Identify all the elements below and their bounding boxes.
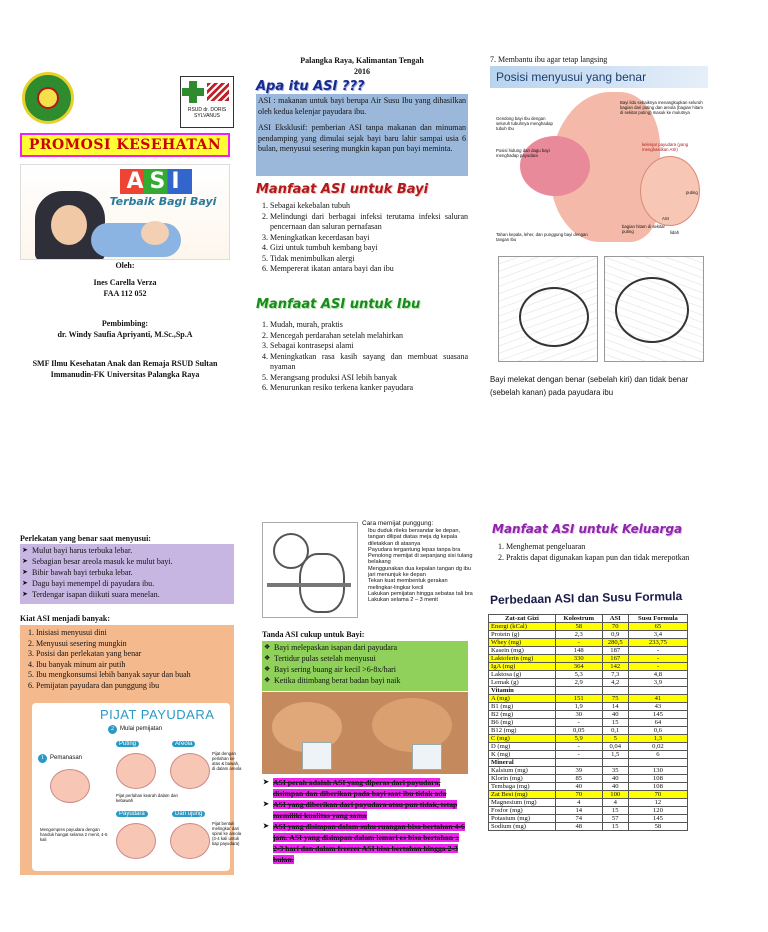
nutrient-value-cell: 6 (628, 751, 687, 759)
list-item: Menggunakan dua kepalan tangan dg ibu jari menunjuk ke depan (368, 565, 471, 579)
nutrient-value-cell: 280,5 (602, 639, 628, 647)
nutrient-name-cell: B2 (mg) (489, 711, 556, 719)
nutrient-name-cell: B1 (mg) (489, 703, 556, 711)
list-item: ❖ Bayi sering buang air kecil >6-8x/hari (264, 664, 466, 675)
nutrient-value-cell: 58 (555, 623, 602, 631)
nutrient-value-cell: 0,04 (602, 743, 628, 751)
nutrient-value-cell: 70 (555, 791, 602, 799)
table-row (489, 647, 688, 655)
nutrient-value-cell: 233,75 (628, 639, 687, 647)
latch-caption: Bayi melekat dengan benar (sebelah kiri) dan tidak benar (sebelah kanan) pada payudara ibu (490, 374, 689, 397)
table-row (489, 791, 688, 799)
nutrient-value-cell: 4 (555, 799, 602, 807)
list-item: 1. Menghemat pengeluaran (506, 542, 708, 553)
year-text: 2016 (354, 67, 370, 76)
position-label: Gendong bayi Ibu dengan seluruh tubuhnya menghadap tubuh Ibu (496, 116, 553, 131)
nutrient-value-cell: 167 (602, 655, 628, 663)
list-item: ❖ Bayi melepaskan isapan dari payudara (264, 642, 466, 653)
expressing-milk-photos (262, 692, 468, 774)
list-item: 4. Gizi untuk tumbuh kembang bayi (270, 243, 468, 254)
table-row (489, 751, 688, 759)
list-item: 5. Merangsang produksi ASI lebih banyak (270, 373, 468, 384)
position-label: puting (686, 190, 698, 195)
location-text: Palangka Raya, Kalimantan Tengah (300, 56, 424, 65)
list-item (263, 799, 467, 821)
nutrient-value-cell: 30 (555, 711, 602, 719)
benefit-item-7: 7. Membantu ibu agar tetap langsing (490, 55, 608, 64)
table-row (489, 783, 688, 791)
nutrient-value-cell (602, 759, 628, 767)
nutrient-value-cell: 70 (602, 623, 628, 631)
asi-definition: ASI : makanan untuk bayi berupa Air Susu Ibu yang dihasilkan oleh kedua kelenjar payudara ibu. (258, 96, 466, 116)
nutrient-name-cell: Whey (mg) (489, 639, 556, 647)
list-item: 3. Posisi dan perlekatan yang benar (36, 649, 232, 660)
position-label: lidah (670, 230, 680, 235)
position-title: Posisi menyusui yang benar (496, 70, 647, 84)
nutrient-value-cell: 1,5 (602, 751, 628, 759)
nutrient-name-cell: Zat Besi (mg) (489, 791, 556, 799)
nutrient-value-cell: 58 (628, 823, 687, 831)
table-row (489, 687, 688, 695)
nutrient-value-cell: 1,9 (555, 703, 602, 711)
list-item: ➤ Bibir bawah bayi terbuka lebar. (22, 567, 232, 578)
nutrient-name-cell: Fosfor (mg) (489, 807, 556, 815)
nutrient-value-cell: 14 (602, 703, 628, 711)
massage-title: PIJAT PAYUDARA (100, 707, 215, 722)
nipple-step-label: Puting (116, 741, 139, 747)
table-row (489, 719, 688, 727)
nutrient-name-cell: Tembaga (mg) (489, 783, 556, 791)
table-row (489, 735, 688, 743)
list-item: ➤ Sebagian besar areola masuk ke mulut bayi. (22, 556, 232, 567)
step-1-circle: 1 (38, 754, 47, 763)
cover-title: ASI (120, 169, 191, 194)
table-row (489, 703, 688, 711)
nutrient-name-cell: Laktoferin (mg) (489, 655, 556, 663)
list-item: Ibu duduk rileks bersandar ke depan, tangan dilipat diatas meja dg kepala diletakkan di atasnya (368, 528, 461, 547)
breast-step-label: Payudara (116, 811, 148, 817)
nutrient-value-cell: 0,9 (602, 631, 628, 639)
banner-text: PROMOSI KESEHATAN (28, 137, 222, 153)
position-label: ASI (662, 216, 669, 221)
nutrient-name-cell: IgA (mg) (489, 663, 556, 671)
supervisor-label: Pembimbing: (101, 319, 149, 328)
section-title-manfaat-ibu: Manfaat ASI untuk Ibu (256, 297, 421, 312)
table-row (489, 727, 688, 735)
nutrient-value-cell: 130 (628, 767, 687, 775)
cover-image (20, 164, 230, 260)
warmup-label: Pemanasan (50, 755, 83, 761)
nutrient-value-cell: 3,4 (628, 631, 687, 639)
nutrient-value-cell: 64 (628, 719, 687, 727)
list-item: 1. Inisiasi menyusui dini (36, 628, 232, 639)
nutrient-name-cell: Mineral (489, 759, 556, 767)
logo-hospital (180, 76, 234, 128)
supervisor-name: dr. Windy Saufia Apriyanti, M.Sc.,Sp.A (57, 330, 193, 339)
list-item: ❖ Ketika ditimbang berat badan bayi naik (264, 675, 466, 686)
nutrient-name-cell: Protein (g) (489, 631, 556, 639)
table-row (489, 815, 688, 823)
list-item: 3. Meningkatkan kecerdasan bayi (270, 233, 468, 244)
nutrient-name-cell: D (mg) (489, 743, 556, 751)
nutrient-value-cell: 15 (602, 719, 628, 727)
nutrient-value-cell: 65 (628, 623, 687, 631)
table-row (489, 623, 688, 631)
nutrient-name-cell: Klorin (mg) (489, 775, 556, 783)
nutrient-value-cell: - (628, 655, 687, 663)
banner-promosi (20, 133, 230, 157)
position-label: Tahan kepala, leher, dan punggung bayi dengan tangan Ibu (496, 232, 588, 242)
logo-university (22, 72, 74, 124)
nutrient-value-cell: - (555, 639, 602, 647)
section-title-manfaat-keluarga: Manfaat ASI untuk Keluarga (492, 522, 683, 536)
massage-note: Pijat dengan perlahan ke atas & bawah, di dalam areola (212, 751, 242, 771)
position-label: Bayi lidu sebaiknya menangkupkan seluruh bagian dari puting dan areola (bagian hitam di sekitar puting) masuk ke mulutnya (620, 100, 703, 115)
list-item: 6. Mempererat ikatan antara bayi dan ibu (270, 264, 468, 275)
nutrient-value-cell: 330 (555, 655, 602, 663)
table-header: ASI (602, 615, 628, 623)
nutrient-value-cell: 151 (555, 695, 602, 703)
table-row (489, 663, 688, 671)
nutrient-name-cell: B6 (mg) (489, 719, 556, 727)
areola-step-label: Areola (172, 741, 195, 747)
nutrient-value-cell: 40 (602, 775, 628, 783)
nutrient-value-cell: 15 (602, 823, 628, 831)
nutrient-value-cell: 145 (628, 711, 687, 719)
table-row (489, 759, 688, 767)
institution-text: SMF Ilmu Kesehatan Anak dan Remaja RSUD Sultan Immanudin-FK Universitas Palangka Raya (32, 359, 218, 379)
author-nim: FAA 112 052 (103, 289, 147, 298)
nutrient-value-cell: 57 (602, 815, 628, 823)
nutrient-value-cell: 2,9 (555, 679, 602, 687)
list-item: 6. Menurunkan resiko terkena kanker payudara (270, 383, 468, 394)
section-title-kiat: Kiat ASI menjadi banyak: (20, 614, 111, 623)
position-label: bagian hitam di sekitar puting (622, 224, 665, 234)
nutrient-name-cell: C (mg) (489, 735, 556, 743)
nutrient-value-cell: 1,3 (628, 735, 687, 743)
baby-illustration (520, 136, 590, 196)
nutrient-value-cell: 148 (555, 647, 602, 655)
nutrient-value-cell: 108 (628, 775, 687, 783)
breastfeeding-position-image (490, 66, 708, 251)
position-label: kelenjar payudara (yang menghasilkan ASI) (642, 142, 689, 152)
nutrient-value-cell: 4,2 (602, 679, 628, 687)
spiral-massage-icon (170, 823, 210, 859)
nutrient-name-cell: K (mg) (489, 751, 556, 759)
nutrient-value-cell (602, 687, 628, 695)
nutrient-value-cell: 43 (628, 703, 687, 711)
list-item: 5. Ibu mengkonsumsi lebih banyak sayur dan buah (36, 670, 232, 681)
nutrition-comparison-table (488, 614, 688, 831)
table-header: Zat-zat Gizi (489, 615, 556, 623)
list-item: 1. Sebagai kekebalan tubuh (270, 201, 468, 212)
nutrient-name-cell: Potasium (mg) (489, 815, 556, 823)
nutrient-name-cell: Kalsium (mg) (489, 767, 556, 775)
by-label: Oleh: (115, 261, 135, 270)
nutrient-value-cell (555, 687, 602, 695)
nutrient-value-cell: 2,3 (555, 631, 602, 639)
list-item: 2. Mencegah perdarahan setelah melahirkan (270, 331, 468, 342)
list-item: Tekan kuat membentuk gerakan melingkar-lingkar kecil (368, 578, 448, 591)
nutrient-value-cell: 35 (602, 767, 628, 775)
from-tip-step-label: Dari ujung (172, 811, 205, 817)
list-item: ❖ Tertidur pulas setelah menyusui (264, 653, 466, 664)
nutrient-value-cell: 100 (602, 791, 628, 799)
massage-note: Pijat bentuk melingkar dari spiral ke areola (3-4 kali untuk tiap payudara) (212, 821, 242, 846)
nutrient-name-cell: B12 (mg) (489, 727, 556, 735)
list-item (263, 821, 467, 865)
section-title-perbedaan: Perbedaan ASI dan Susu Formula (489, 588, 683, 608)
step-2-circle: 2 (108, 725, 117, 734)
nutrient-value-cell: 7,3 (602, 671, 628, 679)
breast-massage-icon (116, 823, 156, 859)
latch-box (20, 544, 234, 604)
nutrient-name-cell: A (mg) (489, 695, 556, 703)
list-item: Penolong memijat di sepanjang sisi tulang belakang (368, 553, 473, 566)
section-title-apa-itu-asi: Apa itu ASI ??? (256, 79, 365, 94)
table-row (489, 671, 688, 679)
nutrient-value-cell: 0,6 (628, 727, 687, 735)
list-item: 2. Praktis dapat digunakan kapan pun dan tidak merepotkan (506, 553, 708, 564)
asi-eksklusif-definition: ASI Eksklusif: pemberian ASI tanpa makanan dan minuman pendamping yang dimulai sejak bayi baru lahir sampai usia 6 bulan, menyusui sesering mungkin kapan pun bayi meminta. (258, 123, 466, 153)
list-item: ➤ Mulut bayi harus terbuka lebar. (22, 545, 232, 556)
storage-info-box (262, 777, 468, 865)
nutrient-value-cell: 120 (628, 807, 687, 815)
nutrient-name-cell: Energi (kCal) (489, 623, 556, 631)
nutrient-value-cell: 15 (602, 807, 628, 815)
benefits-mother-list (256, 320, 468, 394)
nutrient-value-cell: - (555, 751, 602, 759)
benefits-baby-list (256, 201, 468, 275)
nutrient-value-cell: 142 (602, 663, 628, 671)
table-row (489, 823, 688, 831)
nutrient-name-cell: Sodium (mg) (489, 823, 556, 831)
nutrient-value-cell: 74 (555, 815, 602, 823)
nutrient-value-cell: 3,9 (628, 679, 687, 687)
storage-text: ASI yang disimpan dalam suhu ruangan bisa bertahan 4-6 jam. ASI yang disimpan dalam lemari es bisa bertahan ± 2-3 hari dan dalam freezer ASI bisa bertahan hingga 2-3 bulan. (273, 822, 465, 864)
nutrient-value-cell: 39 (555, 767, 602, 775)
list-item: Lakukan pemijatan hingga sebatas tali bra (368, 590, 473, 597)
list-item: Payudara tergantung lepas tanpa bra (368, 546, 461, 553)
massage-note: Mengompres payudara dengan handuk hangat selama 2 menit, 4-5 kali (40, 827, 108, 842)
storage-text: ASI perah adalah ASI yang diperas dari payudara, disimpan dan diberikan pada bayi saat ibu tidak ada (273, 778, 447, 798)
nutrient-value-cell: 187 (602, 647, 628, 655)
back-massage-title: Cara memijat punggung: (362, 520, 434, 527)
list-item: 3. Sebagai kontrasepsi alami (270, 341, 468, 352)
breast-massage-panel (20, 699, 242, 875)
nutrient-name-cell: Magnesium (mg) (489, 799, 556, 807)
back-massage-illustration (262, 522, 358, 618)
benefits-family-list (492, 542, 708, 563)
nutrient-value-cell: 5,3 (555, 671, 602, 679)
back-massage-list (362, 528, 474, 604)
nutrient-name-cell: Laktosa (g) (489, 671, 556, 679)
nutrient-value-cell: 40 (555, 783, 602, 791)
what-is-asi-box (256, 94, 468, 176)
table-row (489, 743, 688, 751)
correct-latch-sketch (498, 256, 598, 362)
nutrient-value-cell: 108 (628, 783, 687, 791)
nutrient-value-cell: 4,8 (628, 671, 687, 679)
table-row (489, 679, 688, 687)
nutrient-value-cell: 145 (628, 815, 687, 823)
list-item: Lakukan selama 2 – 3 menit (368, 597, 438, 604)
nutrient-value-cell: 40 (602, 711, 628, 719)
list-item: 4. Ibu banyak minum air putih (36, 660, 232, 671)
author-name: Ines Carella Verza (93, 278, 157, 287)
section-title-perlekatan: Perlekatan yang benar saat menyusui: (20, 534, 151, 543)
section-title-tanda-asi: Tanda ASI cukup untuk Bayi: (262, 630, 365, 639)
nutrient-value-cell: 41 (628, 695, 687, 703)
table-row (489, 767, 688, 775)
list-item (263, 777, 467, 799)
list-item: 1. Mudah, murah, praktis (270, 320, 468, 331)
list-item: 6. Pemijatan payudara dan punggung ibu (36, 681, 232, 692)
nutrient-value-cell: 5,9 (555, 735, 602, 743)
nutrient-value-cell: 0,02 (628, 743, 687, 751)
nutrient-value-cell: 4 (602, 799, 628, 807)
nutrient-value-cell: 5 (602, 735, 628, 743)
nutrient-value-cell (555, 759, 602, 767)
nutrient-value-cell: - (628, 647, 687, 655)
nutrient-value-cell: 12 (628, 799, 687, 807)
nutrient-value-cell: - (555, 743, 602, 751)
nutrient-value-cell: 40 (602, 783, 628, 791)
warm-towel-icon (50, 769, 90, 803)
table-row (489, 799, 688, 807)
nutrient-value-cell: 364 (555, 663, 602, 671)
nutrient-value-cell: 14 (555, 807, 602, 815)
section-title-manfaat-bayi: Manfaat ASI untuk Bayi (256, 182, 429, 197)
nutrient-value-cell: - (628, 663, 687, 671)
list-item: 4. Meningkatkan rasa kasih sayang dan membuat suasana nyaman (270, 352, 468, 373)
massage-start-label: Mulai pemijatan (120, 726, 163, 732)
nutrient-value-cell: - (555, 719, 602, 727)
latch-comparison-image (490, 254, 708, 366)
table-row (489, 695, 688, 703)
incorrect-latch-sketch (604, 256, 704, 362)
table-row (489, 775, 688, 783)
list-item: 5. Tidak menimbulkan alergi (270, 254, 468, 265)
storage-text: ASI yang diberikan dari payudara atau pun tidak, tetap memiliki kualitas yang sama (273, 800, 458, 820)
areola-massage-icon (170, 753, 210, 789)
massage-note: Pijat perlahan kearah dalam dan kebawah (116, 793, 178, 803)
table-header: Kolostrum (555, 615, 602, 623)
table-row (489, 631, 688, 639)
table-row (489, 711, 688, 719)
nutrient-value-cell (628, 687, 687, 695)
nutrient-value-cell: 85 (555, 775, 602, 783)
signs-box (262, 641, 468, 691)
nipple-massage-icon (116, 753, 156, 789)
tips-box (20, 625, 234, 699)
nutrient-value-cell (628, 759, 687, 767)
list-item: 2. Melindungi dari berbagai infeksi terutama infeksi saluran pencernaan dan saluran pernafasan (270, 212, 468, 233)
nutrient-name-cell: Lemak (g) (489, 679, 556, 687)
table-header: Susu Formula (628, 615, 687, 623)
logo-hospital-text: RSUD dr. DORIS SYLVANUS (187, 107, 227, 119)
cover-subtitle: Terbaik Bagi Bayi (109, 195, 217, 208)
list-item: 2. Menyusui sesering mungkin (36, 639, 232, 650)
nutrient-value-cell: 75 (602, 695, 628, 703)
nutrient-value-cell: 70 (628, 791, 687, 799)
list-item: ➤ Terdengar isapan diikuti suara menelan. (22, 589, 232, 600)
table-row (489, 655, 688, 663)
nutrient-value-cell: 0,05 (555, 727, 602, 735)
position-label: Posisi hidung dan dagu bayi menghadap payudara (496, 148, 550, 158)
nutrient-value-cell: 48 (555, 823, 602, 831)
table-row (489, 639, 688, 647)
nutrient-name-cell: Vitamin (489, 687, 556, 695)
nutrient-value-cell: 0,1 (602, 727, 628, 735)
nutrient-name-cell: Kasein (mg) (489, 647, 556, 655)
table-row (489, 807, 688, 815)
list-item: ➤ Dagu bayi menempel di payudara ibu. (22, 578, 232, 589)
